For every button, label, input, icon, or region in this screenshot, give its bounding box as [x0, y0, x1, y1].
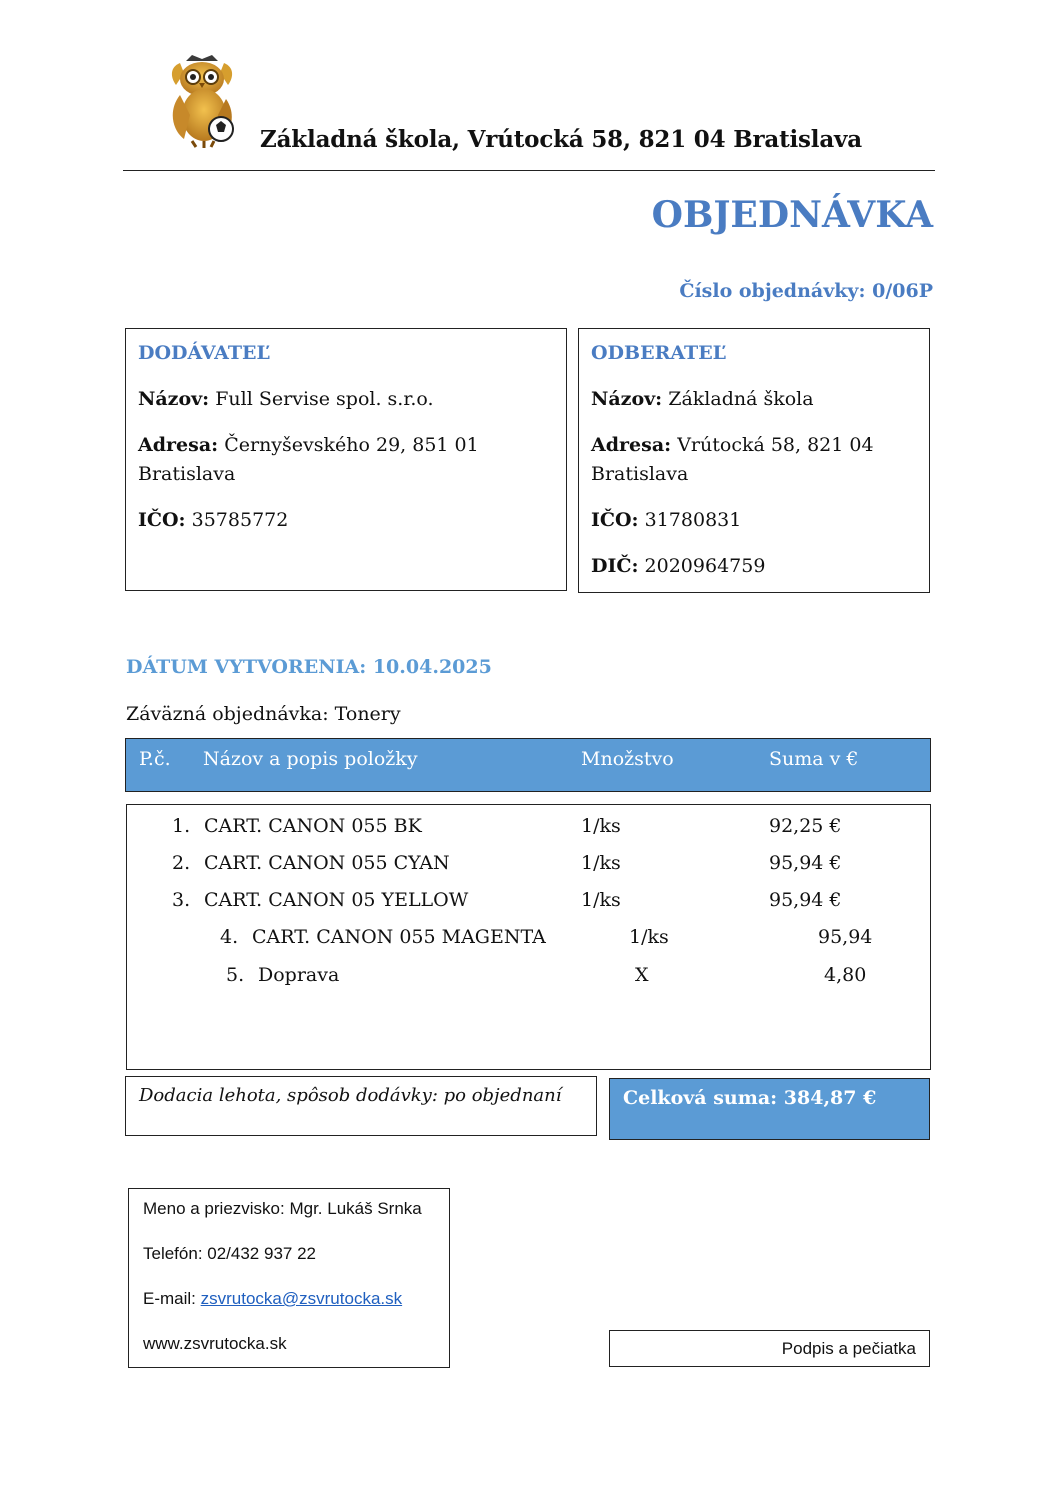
row-qty: X	[635, 964, 649, 986]
row-sum: 95,94 €	[769, 852, 842, 874]
date-created: DÁTUM VYTVORENIA: 10.04.2025	[126, 656, 492, 678]
customer-box	[578, 328, 930, 593]
row-sum: 95,94	[818, 926, 873, 948]
row-number: 4.	[220, 926, 239, 948]
supplier-ico-row	[138, 506, 554, 535]
contact-phone: Telefón: 02/432 937 22	[143, 1244, 316, 1263]
row-sum: 95,94 €	[769, 889, 842, 911]
school-name: Základná škola, Vrútocká 58, 821 04 Bratislava	[260, 126, 862, 153]
owl-logo-icon	[166, 55, 238, 155]
contact-email-link[interactable]: zsvrutocka@zsvrutocka.sk	[200, 1289, 403, 1308]
header-divider	[123, 170, 935, 171]
row-qty: 1/ks	[629, 926, 669, 948]
customer-ico-value: 31780831	[644, 509, 742, 531]
column-header-no: P.č.	[139, 748, 171, 770]
document-title: OBJEDNÁVKA	[651, 194, 933, 236]
customer-address-label: Adresa:	[591, 434, 672, 456]
row-name: Doprava	[258, 964, 340, 986]
supplier-box	[125, 328, 567, 591]
customer-ico-row	[591, 506, 917, 535]
supplier-ico-label: IČO:	[138, 509, 186, 531]
row-number: 5.	[226, 964, 245, 986]
row-name: CART. CANON 055 MAGENTA	[252, 926, 546, 948]
row-name: CART. CANON 055 CYAN	[204, 852, 450, 874]
supplier-name-value: Full Servise spol. s.r.o.	[215, 388, 434, 410]
column-header-qty: Množstvo	[581, 748, 674, 770]
column-header-sum: Suma v €	[769, 748, 859, 770]
supplier-ico-value: 35785772	[191, 509, 289, 531]
school-logo	[166, 55, 238, 155]
customer-address-row	[591, 431, 917, 489]
customer-dic-value: 2020964759	[644, 555, 766, 577]
supplier-name-row	[138, 385, 554, 414]
contact-email-label: E-mail:	[143, 1289, 196, 1308]
table-body	[126, 804, 931, 1070]
contact-box	[128, 1188, 450, 1368]
customer-dic-label: DIČ:	[591, 555, 639, 577]
column-header-name: Názov a popis položky	[203, 748, 418, 770]
order-number	[679, 280, 933, 302]
supplier-address-value: Černyševského 29, 851 01 Bratislava	[138, 434, 479, 485]
row-number: 2.	[172, 852, 191, 874]
supplier-heading: DODÁVATEĽ	[138, 342, 270, 364]
supplier-address-row	[138, 431, 554, 489]
delivery-terms: Dodacia lehota, spôsob dodávky: po objednaní	[125, 1076, 597, 1136]
row-number: 1.	[172, 815, 191, 837]
row-qty: 1/ks	[581, 889, 621, 911]
total-sum: Celková suma: 384,87 €	[609, 1078, 930, 1140]
contact-web: www.zsvrutocka.sk	[143, 1334, 287, 1353]
row-qty: 1/ks	[581, 852, 621, 874]
contact-name: Meno a priezvisko: Mgr. Lukáš Srnka	[143, 1199, 422, 1218]
contact-email-row	[143, 1287, 435, 1311]
customer-name-value: Základná škola	[668, 388, 814, 410]
order-number-label: Číslo objednávky:	[679, 280, 866, 302]
customer-name-row	[591, 385, 917, 414]
table-header	[125, 738, 931, 792]
row-sum: 92,25 €	[769, 815, 842, 837]
customer-name-label: Názov:	[591, 388, 663, 410]
order-number-value: 0/06P	[872, 280, 933, 302]
row-name: CART. CANON 05 YELLOW	[204, 889, 469, 911]
signature-box: Podpis a pečiatka	[609, 1330, 930, 1367]
customer-heading: ODBERATEĽ	[591, 342, 727, 364]
supplier-name-label: Názov:	[138, 388, 210, 410]
customer-dic-row	[591, 552, 917, 581]
row-number: 3.	[172, 889, 191, 911]
supplier-address-label: Adresa:	[138, 434, 219, 456]
row-qty: 1/ks	[581, 815, 621, 837]
binding-order: Záväzná objednávka: Tonery	[126, 703, 401, 725]
customer-address-value: Vrútocká 58, 821 04 Bratislava	[591, 434, 874, 485]
row-sum: 4,80	[824, 964, 867, 986]
row-name: CART. CANON 055 BK	[204, 815, 422, 837]
customer-ico-label: IČO:	[591, 509, 639, 531]
